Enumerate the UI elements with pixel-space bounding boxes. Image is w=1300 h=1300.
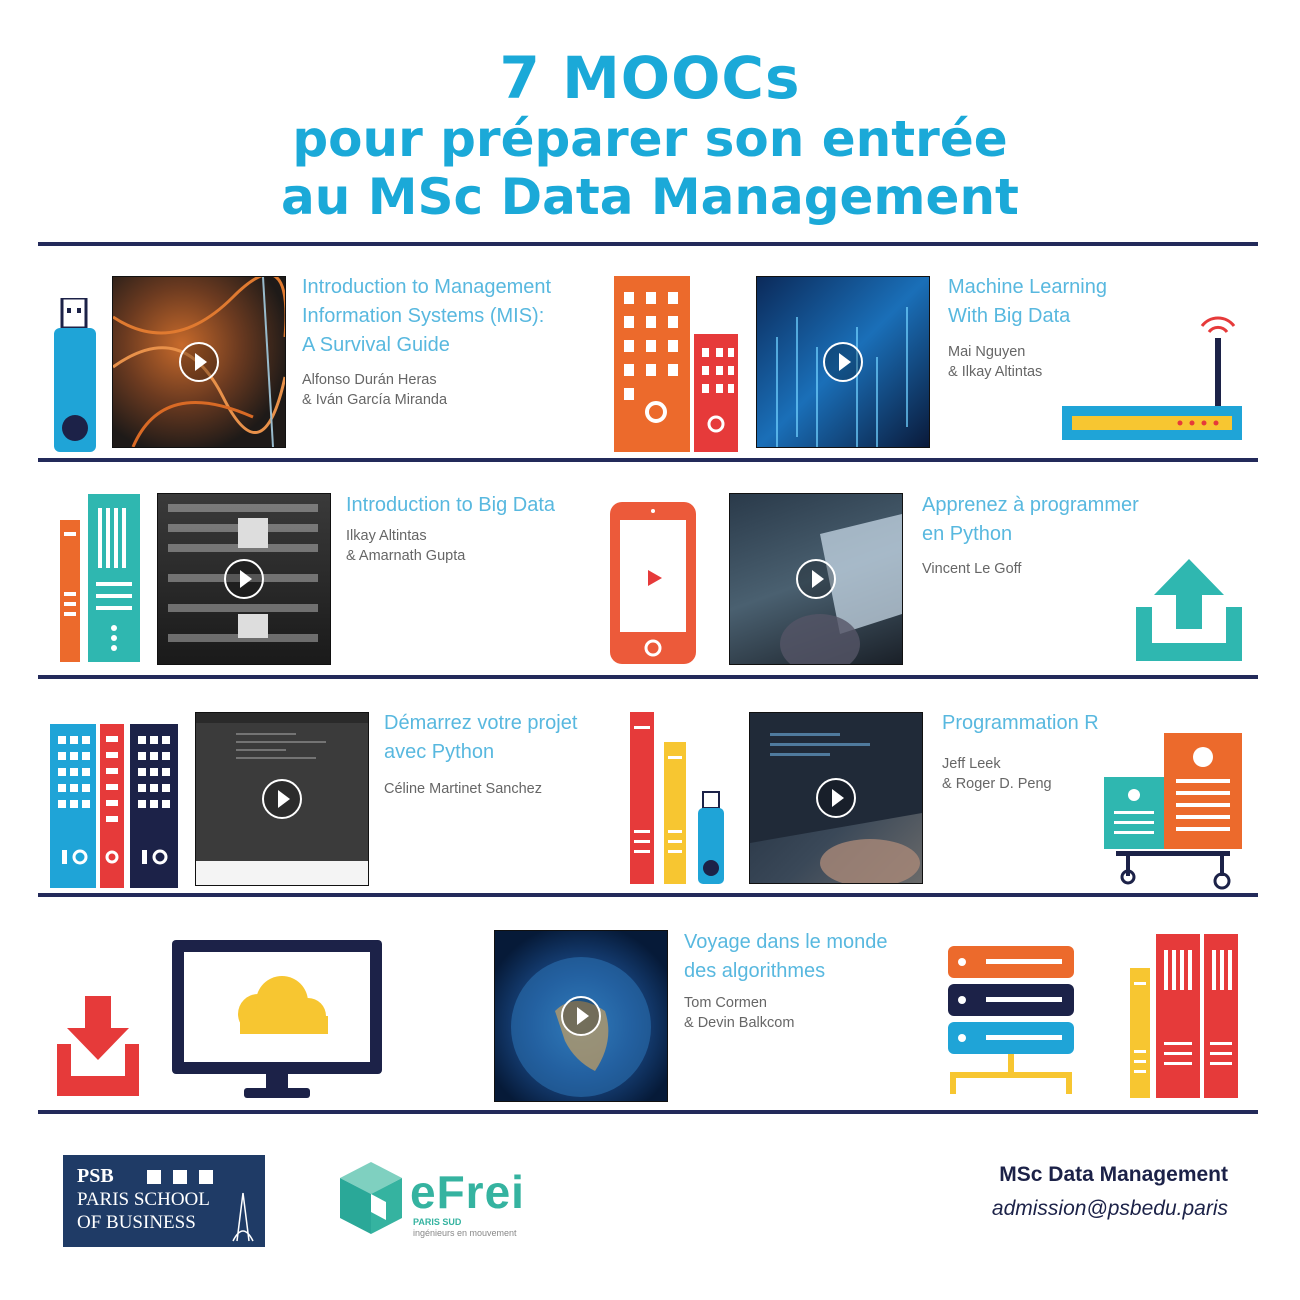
play-icon[interactable] — [823, 342, 863, 382]
shelf-divider — [38, 675, 1258, 679]
play-icon[interactable] — [179, 342, 219, 382]
author-line: Jeff Leek — [942, 756, 1001, 772]
course-title[interactable] — [922, 491, 1139, 549]
author-line: Mai Nguyen — [948, 344, 1026, 360]
course-video-thumbnail[interactable] — [756, 276, 930, 448]
smartphone-icon — [608, 500, 698, 666]
upload-icon — [1134, 557, 1244, 663]
shelf-divider — [38, 1110, 1258, 1114]
author-line: & Devin Balkcom — [684, 1015, 795, 1031]
psb-logo-text: OF BUSINESS — [77, 1212, 196, 1233]
play-icon[interactable] — [796, 559, 836, 599]
contact-email-link[interactable]: admission@psbedu.paris — [991, 1197, 1228, 1220]
author-line: Céline Martinet Sanchez — [384, 781, 542, 797]
course-authors — [922, 559, 1021, 579]
course-authors — [384, 779, 542, 799]
course-title-line: Introduction to Big Data — [346, 494, 556, 516]
server-towers-icon — [48, 722, 182, 890]
course-authors — [948, 342, 1042, 382]
course-authors — [302, 370, 447, 410]
psb-logo-text: PSB — [77, 1165, 114, 1187]
course-title-line: Introduction to Management — [302, 276, 552, 298]
author-line: & Ilkay Altintas — [948, 364, 1043, 380]
course-title-line: des algorithmes — [684, 960, 826, 982]
author-line: Alfonso Durán Heras — [302, 372, 437, 388]
course-title-line: With Big Data — [948, 305, 1071, 327]
play-icon[interactable] — [262, 779, 302, 819]
course-title-line: Apprenez à programmer — [922, 494, 1139, 516]
documents-cart-icon — [1102, 731, 1244, 891]
play-icon[interactable] — [816, 778, 856, 818]
efrei-logo-subtitle: PARIS SUD — [413, 1217, 462, 1227]
author-line: Tom Cormen — [684, 995, 767, 1011]
shelf-divider — [38, 242, 1258, 246]
course-video-thumbnail[interactable] — [494, 930, 668, 1102]
page-subtitle — [0, 110, 1300, 226]
author-line: & Iván García Miranda — [302, 392, 448, 408]
course-title-line: en Python — [922, 523, 1013, 545]
author-line: & Roger D. Peng — [942, 776, 1052, 792]
course-title-line: Démarrez votre projet — [384, 712, 578, 734]
course-authors — [346, 526, 465, 566]
course-authors — [684, 993, 794, 1033]
efrei-logo-tagline: ingénieurs en mouvement — [413, 1228, 517, 1238]
course-title-line: Voyage dans le monde — [684, 931, 888, 953]
usb-drive-icon — [50, 298, 100, 456]
course-title-line: A Survival Guide — [302, 334, 450, 356]
binders-icon — [1128, 932, 1240, 1100]
course-title-line: Information Systems (MIS): — [302, 305, 545, 327]
course-video-thumbnail[interactable] — [729, 493, 903, 665]
course-video-thumbnail[interactable] — [749, 712, 923, 884]
server-stack-icon — [946, 944, 1076, 1098]
play-icon[interactable] — [561, 996, 601, 1036]
course-authors — [942, 754, 1052, 794]
psb-logo[interactable] — [63, 1155, 265, 1247]
logo-square — [147, 1170, 161, 1184]
author-line: & Amarnath Gupta — [346, 548, 466, 564]
eiffel-tower-icon — [223, 1191, 263, 1243]
logo-square — [173, 1170, 187, 1184]
page-title: 7 MOOCs — [499, 44, 801, 112]
course-video-thumbnail[interactable] — [112, 276, 286, 448]
course-title[interactable] — [302, 273, 551, 360]
subtitle-line-2: au MSc Data Management — [281, 168, 1019, 226]
course-title[interactable] — [384, 709, 577, 767]
psb-logo-text: PARIS SCHOOL — [77, 1189, 210, 1210]
program-name: MSc Data Management — [999, 1163, 1228, 1186]
binders-usb-icon — [628, 710, 728, 886]
wifi-router-icon — [1060, 312, 1244, 444]
author-line: Ilkay Altintas — [346, 528, 427, 544]
shelf-divider — [38, 893, 1258, 897]
course-title-line: Programmation R — [942, 712, 1099, 734]
binders-icon — [58, 492, 142, 664]
play-icon[interactable] — [224, 559, 264, 599]
efrei-cube-icon — [336, 1160, 406, 1236]
shelf-divider — [38, 458, 1258, 462]
efrei-logo[interactable]: eFrei — [410, 1166, 525, 1218]
course-title[interactable] — [942, 709, 1099, 738]
course-video-thumbnail[interactable] — [157, 493, 331, 665]
buildings-icon — [612, 272, 742, 456]
course-title[interactable] — [684, 928, 888, 986]
subtitle-line-1: pour préparer son entrée — [292, 110, 1008, 168]
course-title-line: avec Python — [384, 741, 495, 763]
logo-square — [199, 1170, 213, 1184]
course-title[interactable] — [346, 491, 555, 520]
download-icon — [55, 994, 141, 1098]
monitor-cloud-icon — [170, 938, 384, 1100]
course-video-thumbnail[interactable] — [195, 712, 369, 886]
author-line: Vincent Le Goff — [922, 561, 1022, 577]
course-title-line: Machine Learning — [948, 276, 1107, 298]
